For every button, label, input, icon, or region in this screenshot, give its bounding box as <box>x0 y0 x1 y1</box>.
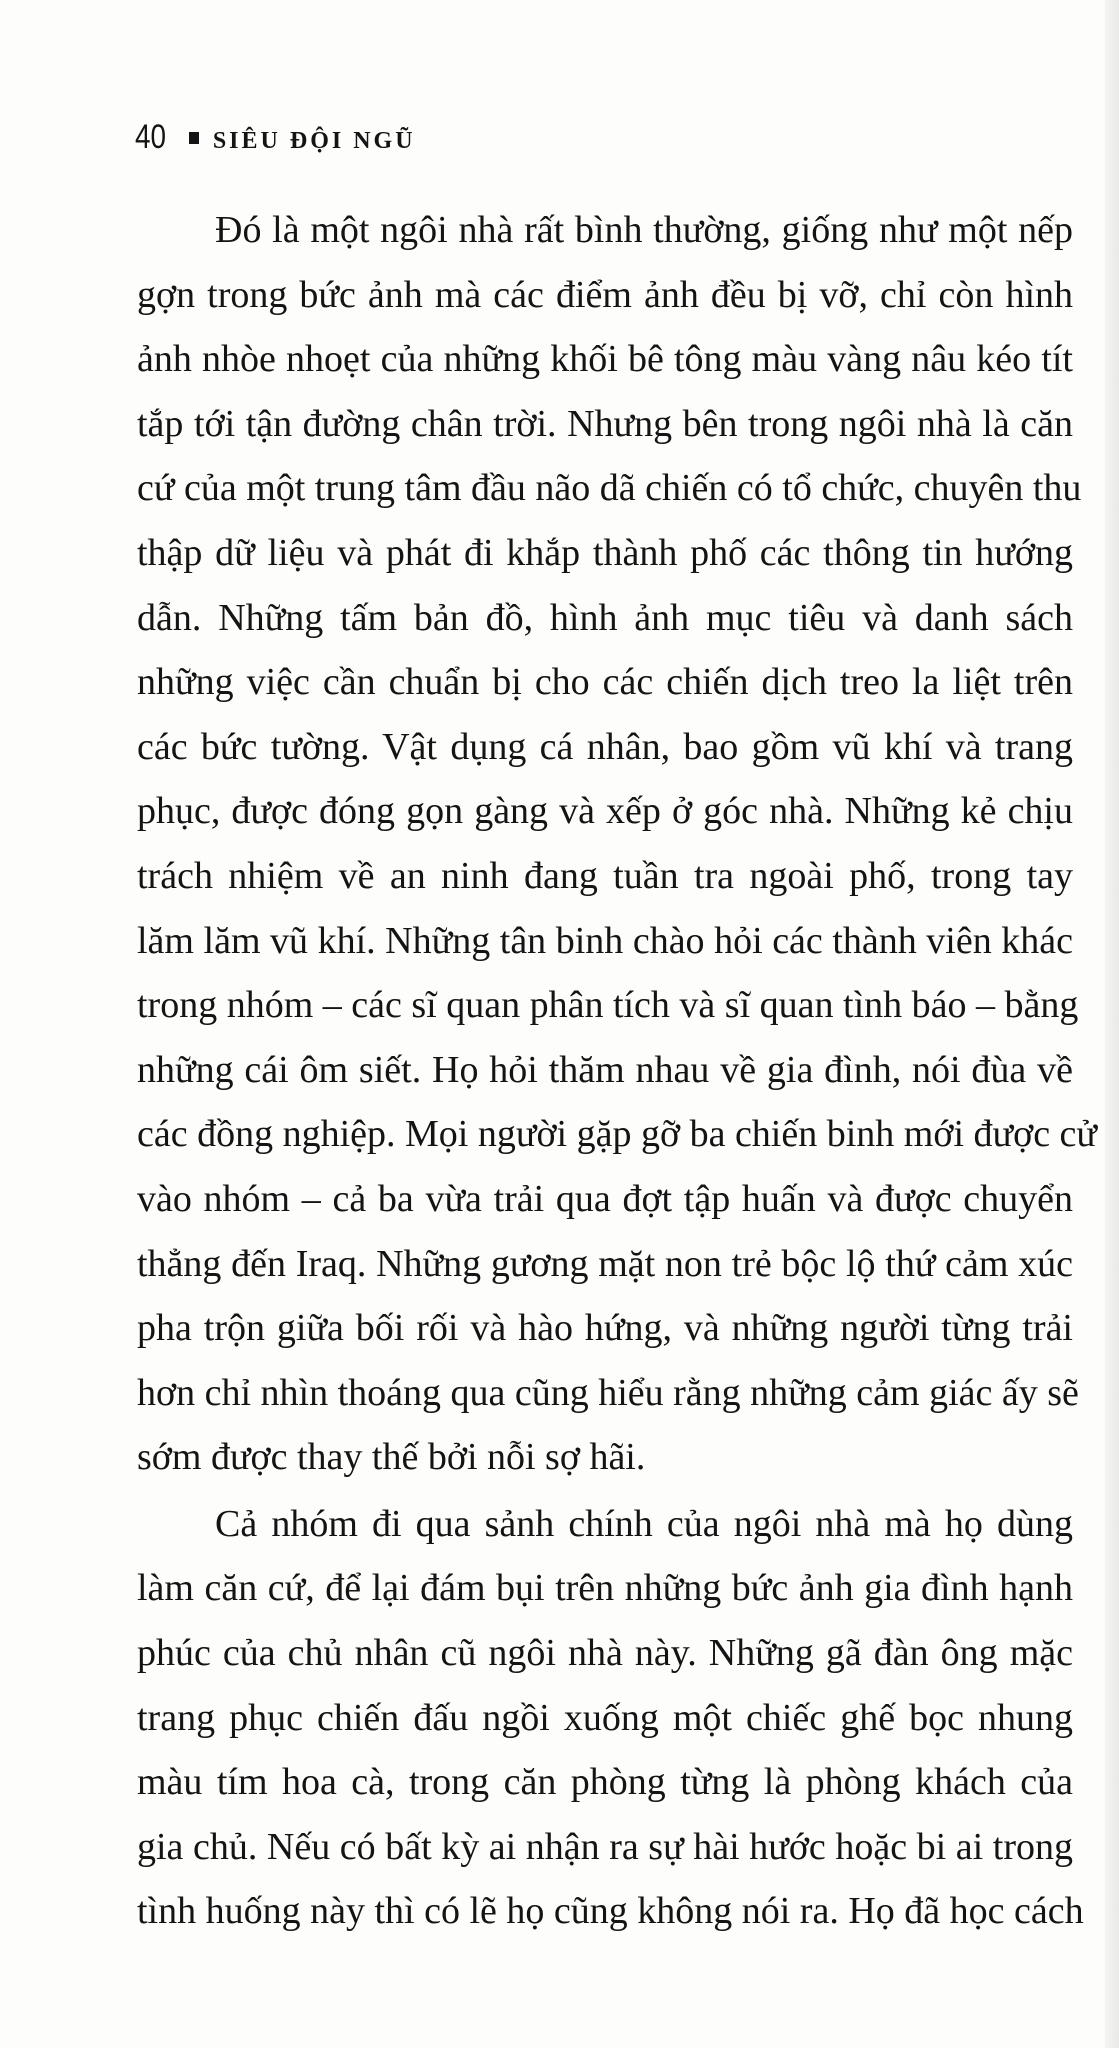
text-line: Đó là một ngôi nhà rất bình thường, giống như một nếp <box>215 209 1073 251</box>
text-line: trong nhóm – các sĩ quan phân tích và sĩ quan tình báo – bằng <box>137 984 1079 1027</box>
paragraph <box>137 198 1098 1490</box>
page-number: 40 <box>135 118 167 156</box>
text-line: trách nhiệm về an ninh đang tuần tra ngoài phố, trong tay <box>137 854 1073 897</box>
text-line: những cái ôm siết. Họ hỏi thăm nhau về gia đình, nói đùa về <box>137 1048 1073 1091</box>
page-edge-shadow <box>1105 0 1119 2048</box>
text-line: phục, được đóng gọn gàng và xếp ở góc nhà. Những kẻ chịu <box>137 790 1073 833</box>
text-line: trang phục chiến đấu ngồi xuống một chiếc ghế bọc nhung <box>137 1696 1073 1739</box>
text-line: vào nhóm – cả ba vừa trải qua đợt tập huấn và được chuyển <box>137 1177 1073 1220</box>
text-line: sớm được thay thế bởi nỗi sợ hãi. <box>137 1436 646 1479</box>
text-line: tắp tới tận đường chân trời. Nhưng bên trong ngôi nhà là căn <box>137 402 1073 445</box>
paragraph <box>137 1492 1084 1944</box>
square-bullet-icon <box>189 132 199 144</box>
running-title: SIÊU ĐỘI NGŨ <box>212 128 416 154</box>
text-line: những việc cần chuẩn bị cho các chiến dịch treo la liệt trên <box>137 661 1073 704</box>
text-line: các bức tường. Vật dụng cá nhân, bao gồm vũ khí và trang <box>137 725 1073 768</box>
text-line: gợn trong bức ảnh mà các điểm ảnh đều bị vỡ, chỉ còn hình <box>137 273 1073 316</box>
text-line: lăm lăm vũ khí. Những tân binh chào hỏi các thành viên khác <box>137 919 1073 962</box>
text-line: cứ của một trung tâm đầu não dã chiến có tổ chức, chuyên thu <box>137 467 1082 510</box>
text-line: tình huống này thì có lẽ họ cũng không nói ra. Họ đã học cách <box>137 1890 1084 1933</box>
text-line: ảnh nhòe nhoẹt của những khối bê tông màu vàng nâu kéo tít <box>137 338 1073 381</box>
text-line: thẳng đến Iraq. Những gương mặt non trẻ bộc lộ thứ cảm xúc <box>137 1242 1073 1285</box>
text-line: phúc của chủ nhân cũ ngôi nhà này. Những gã đàn ông mặc <box>137 1632 1073 1675</box>
text-line: hơn chỉ nhìn thoáng qua cũng hiểu rằng những cảm giác ấy sẽ <box>137 1371 1079 1414</box>
text-line: màu tím hoa cà, trong căn phòng từng là phòng khách của <box>137 1761 1073 1804</box>
text-line: làm căn cứ, để lại đám bụi trên những bức ảnh gia đình hạnh <box>137 1567 1073 1610</box>
text-line: dẫn. Những tấm bản đồ, hình ảnh mục tiêu và danh sách <box>137 596 1073 639</box>
text-line: các đồng nghiệp. Mọi người gặp gỡ ba chiến binh mới được cử <box>137 1113 1098 1156</box>
page-body <box>137 198 1098 1944</box>
text-line: pha trộn giữa bối rối và hào hứng, và những người từng trải <box>137 1307 1073 1350</box>
text-line: gia chủ. Nếu có bất kỳ ai nhận ra sự hài hước hoặc bi ai trong <box>137 1825 1073 1868</box>
text-line: thập dữ liệu và phát đi khắp thành phố các thông tin hướng <box>137 531 1073 574</box>
text-line: Cả nhóm đi qua sảnh chính của ngôi nhà mà họ dùng <box>215 1502 1073 1545</box>
page-header <box>135 118 416 157</box>
